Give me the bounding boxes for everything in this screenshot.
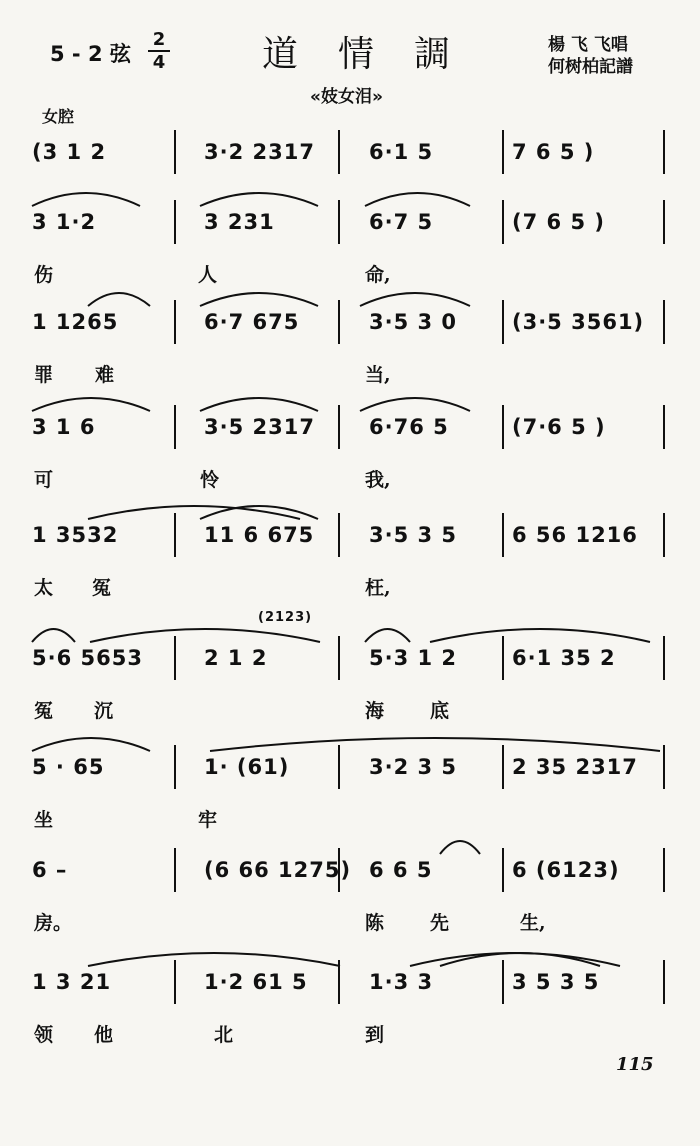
bar-line: [338, 513, 340, 557]
measure-notes: 5 · 65: [32, 755, 105, 779]
bar-line: [174, 960, 176, 1004]
lyric-syllable: 底: [430, 700, 450, 722]
lyric-syllable: 难: [95, 364, 115, 386]
measure-notes: 6·7 5: [369, 210, 434, 234]
measure-notes: 2 35 2317: [512, 755, 638, 779]
bar-line: [338, 745, 340, 789]
slur-arc: [32, 629, 75, 642]
measure-notes: 1 1265: [32, 310, 119, 334]
measure-notes: 1 3532: [32, 523, 119, 547]
bar-line: [663, 513, 665, 557]
bar-line: [174, 745, 176, 789]
lyric-syllable: 海: [365, 700, 385, 722]
slur-arc: [88, 953, 340, 966]
measure-notes: 6·7 675: [204, 310, 300, 334]
bar-line: [338, 300, 340, 344]
bar-line: [502, 300, 504, 344]
bar-line: [663, 300, 665, 344]
bar-line: [663, 848, 665, 892]
measure-notes: 3 5 3 5: [512, 970, 600, 994]
measure-notes: 5·3 1 2: [369, 646, 458, 670]
bar-line: [502, 405, 504, 449]
slur-arc: [365, 193, 470, 206]
slur-arc: [32, 398, 150, 411]
measure-notes: 6 (6123): [512, 858, 620, 882]
measure-notes: 6 –: [32, 858, 68, 882]
source-opera: «妓女泪»: [310, 87, 383, 107]
bar-line: [502, 960, 504, 1004]
bar-line: [663, 960, 665, 1004]
page-title: 道情調: [262, 34, 491, 75]
slur-arc: [410, 953, 620, 966]
score-row: [0, 960, 700, 1090]
measure-notes: 11 6 675: [204, 523, 315, 547]
measure-notes: 1· (61): [204, 755, 290, 779]
measure-notes: 3·2 3 5: [369, 755, 458, 779]
lyric-syllable: 我,: [365, 469, 391, 491]
bar-line: [338, 130, 340, 174]
bar-line: [174, 300, 176, 344]
credit-singer: 楊 飞 飞唱: [548, 35, 628, 55]
slur-arc: [88, 506, 300, 519]
measure-notes: (3 1 2: [32, 140, 107, 164]
bar-line: [174, 200, 176, 244]
measure-notes: 6 6 5: [369, 858, 433, 882]
measure-notes: 7 6 5 ): [512, 140, 595, 164]
measure-notes: (3·5 3561): [512, 310, 645, 334]
lyric-syllable: 枉,: [365, 577, 391, 599]
lyric-syllable: 命,: [365, 264, 391, 286]
key-signature: 5 - 2 弦: [50, 42, 131, 66]
measure-notes: 1 3 21: [32, 970, 112, 994]
slur-arc: [430, 629, 650, 642]
bar-line: [502, 848, 504, 892]
bar-line: [338, 636, 340, 680]
bar-line: [174, 636, 176, 680]
slur-arc: [440, 841, 480, 854]
bar-line: [174, 130, 176, 174]
measure-notes: 6·76 5: [369, 415, 449, 439]
bar-line: [502, 745, 504, 789]
bar-line: [174, 405, 176, 449]
lyric-syllable: 人: [198, 264, 218, 286]
bar-line: [663, 130, 665, 174]
lyric-syllable: 太: [34, 577, 54, 599]
bar-line: [663, 636, 665, 680]
slur-arc: [200, 193, 318, 206]
slur-arc: [32, 193, 140, 206]
bar-line: [502, 130, 504, 174]
measure-notes: (6 66 1275): [204, 858, 352, 882]
lyric-syllable: 冤: [92, 577, 112, 599]
lyric-syllable: 罪: [34, 364, 54, 386]
measure-notes: 6 56 1216: [512, 523, 638, 547]
measure-notes: (7·6 5 ): [512, 415, 606, 439]
lyric-syllable: 可: [34, 469, 54, 491]
lyric-syllable: 先: [430, 912, 450, 934]
grace-annotation: (2123): [258, 610, 313, 625]
slur-arc: [90, 629, 320, 642]
voice-part: 女腔: [42, 107, 75, 126]
bar-line: [502, 636, 504, 680]
measure-notes: (7 6 5 ): [512, 210, 605, 234]
measure-notes: 3·5 3 0: [369, 310, 458, 334]
slur-arc: [32, 738, 150, 751]
lyric-syllable: 怜: [200, 469, 220, 491]
lyric-syllable: 他: [94, 1024, 114, 1046]
measure-notes: 3 1·2: [32, 210, 97, 234]
slur-arc: [360, 398, 470, 411]
lyric-syllable: 坐: [34, 809, 54, 831]
page-number: 115: [616, 1054, 654, 1075]
lyric-syllable: 到: [365, 1024, 385, 1046]
bar-line: [663, 405, 665, 449]
slur-arc: [210, 738, 660, 751]
measure-notes: 1·2 61 5: [204, 970, 308, 994]
bar-line: [338, 200, 340, 244]
measure-notes: 1·3 3: [369, 970, 434, 994]
bar-line: [663, 745, 665, 789]
bar-line: [663, 200, 665, 244]
measure-notes: 3 231: [204, 210, 275, 234]
lyric-syllable: 领: [34, 1024, 54, 1046]
slur-arc: [88, 293, 150, 306]
measure-notes: 3·2 2317: [204, 140, 315, 164]
slur-arc: [200, 398, 318, 411]
lyric-syllable: 沉: [94, 700, 114, 722]
credit-recorder: 何树柏記譜: [548, 57, 633, 77]
measure-notes: 6·1 35 2: [512, 646, 616, 670]
lyric-syllable: 伤: [34, 264, 54, 286]
slur-arc: [360, 293, 470, 306]
slur-arc: [440, 953, 600, 966]
time-signature-bottom: 4: [152, 52, 166, 73]
measure-notes: 3·5 2317: [204, 415, 315, 439]
bar-line: [338, 960, 340, 1004]
measure-notes: 3·5 3 5: [369, 523, 458, 547]
lyric-syllable: 冤: [34, 700, 54, 722]
bar-line: [502, 200, 504, 244]
lyric-syllable: 陈: [365, 912, 385, 934]
bar-line: [174, 513, 176, 557]
measure-notes: 3 1 6: [32, 415, 96, 439]
lyric-syllable: 当,: [365, 364, 391, 386]
bar-line: [174, 848, 176, 892]
bar-line: [338, 405, 340, 449]
lyric-syllable: 牢: [198, 809, 218, 831]
time-signature: [148, 30, 170, 72]
lyric-syllable: 北: [214, 1024, 234, 1046]
measure-notes: 6·1 5: [369, 140, 434, 164]
slur-arc: [365, 629, 410, 642]
time-signature-top: 2: [152, 29, 166, 50]
measure-notes: 2 1 2: [204, 646, 268, 670]
lyric-syllable: 生,: [520, 912, 546, 934]
lyric-syllable: 房。: [34, 912, 73, 934]
measure-notes: 5·6 5653: [32, 646, 143, 670]
slur-arc: [200, 506, 318, 519]
bar-line: [502, 513, 504, 557]
slur-arc: [200, 293, 318, 306]
